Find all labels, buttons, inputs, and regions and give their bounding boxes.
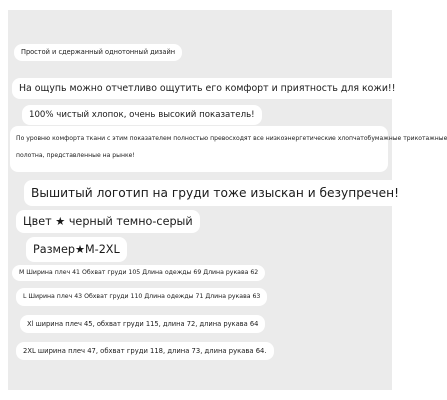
message-text-line-1: По уровню комфорта ткани с этим показателем полностью превосходят все низкоэнергетические хлопчатобумажные трикотажные — [16, 135, 447, 142]
message-text: Простой и сдержанный однотонный дизайн — [21, 48, 176, 57]
message-text: 2XL ширина плеч 47, обхват груди 118, длина 73, длина рукава 64. — [23, 346, 267, 355]
message-bubble-size-2xl — [16, 342, 274, 360]
message-bubble-size — [26, 237, 127, 262]
message-bubble-comfort — [12, 78, 402, 99]
message-bubble-size-m — [12, 265, 265, 281]
message-bubble-size-l — [16, 288, 267, 306]
message-text: Xl ширина плеч 45, обхват груди 115, длина 72, длина рукава 64 — [27, 319, 259, 328]
message-bubble-cotton — [22, 105, 262, 125]
message-text: M Ширина плеч 41 Обхват груди 105 Длина одежды 69 Длина рукава 62 — [19, 268, 259, 276]
message-text: L Ширина плеч 43 Обхват груди 110 Длина одежды 71 Длина рукава 63 — [23, 292, 261, 300]
message-bubble-logo — [24, 180, 406, 206]
message-bubble-size-xl — [20, 315, 265, 333]
message-bubble-color — [16, 210, 200, 233]
chat-canvas — [8, 10, 447, 390]
message-text-line-2: полотна, представленные на рынке! — [16, 152, 135, 159]
message-text: На ощупь можно отчетливо ощутить его комфорт и приятность для кожи!! — [19, 82, 396, 94]
message-bubble-fabric — [10, 126, 447, 172]
message-text: Вышитый логотип на груди тоже изыскан и безупречен! — [31, 185, 399, 200]
message-text: Размер★M-2XL — [33, 242, 120, 256]
message-bubble-design — [14, 44, 182, 61]
message-text: 100% чистый хлопок, очень высокий показатель! — [29, 109, 255, 120]
message-text: Цвет ★ черный темно-серый — [23, 214, 193, 228]
